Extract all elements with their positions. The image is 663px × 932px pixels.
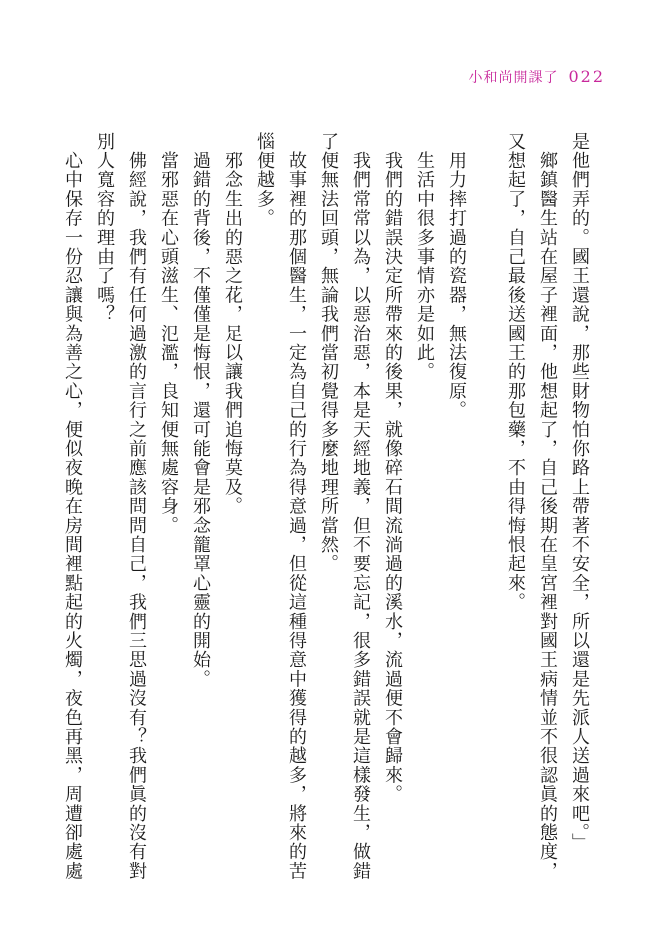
text-line: 惱便越多。 xyxy=(254,132,275,228)
text-line: 我們的錯誤決定所帶來的後果，就像碎石間流淌過的溪水，流過便不會歸來。 xyxy=(382,132,403,804)
text-line: 邪念生出的惡之花，足以讓我們追悔莫及。 xyxy=(222,132,243,516)
text-line: 當邪惡在心頭滋生、氾濫，良知便無處容身。 xyxy=(158,132,179,536)
text-line: 用力摔打過的瓷器，無法復原。 xyxy=(446,132,467,420)
text-line: 佛經說，我們有任何過激的言行之前應該問問自己，我們三思過沒有？我們眞的沒有對 xyxy=(126,132,147,881)
text-line: 又想起了，自己最後送國王的那包藥，不由得悔恨起來。 xyxy=(505,132,526,612)
book-title: 小和尚開課了 xyxy=(468,70,559,86)
text-line: 別人寬容的理由了嗎？ xyxy=(94,132,115,324)
text-line: 生活中很多事情亦是如此。 xyxy=(414,132,435,382)
page-number: 022 xyxy=(568,67,605,86)
text-line: 了便無法回頭，無論我們當初覺得多麼地理所當然。 xyxy=(318,132,339,574)
text-line: 我們常常以為，以惡治惡，本是天經地義，但不要忘記，很多錯誤就是這樣發生，做錯 xyxy=(350,132,371,881)
text-line: 心中保存一份忍讓與為善之心，便似夜晚在房間裡點起的火燭，夜色再黑，周遭卻處處 xyxy=(62,132,83,881)
text-line: 故事裡的那個醫生，一定為自己的行為得意過，但從這種得意中獲得的越多，將來的苦 xyxy=(286,132,307,881)
text-line: 過錯的背後，不僅僅是悔恨，還可能會是邪念籠罩心靈的開始。 xyxy=(190,132,211,689)
text-line: 鄉鎮醫生站在屋子裡面，他想起了，自己後期在皇宮裡對國王病情並不很認眞的態度， xyxy=(537,132,558,881)
text-line: 是他們弄的。國王還說，那些財物怕你路上帶著不安全，所以還是先派人送過來吧。」 xyxy=(569,132,590,853)
running-header xyxy=(468,67,605,87)
